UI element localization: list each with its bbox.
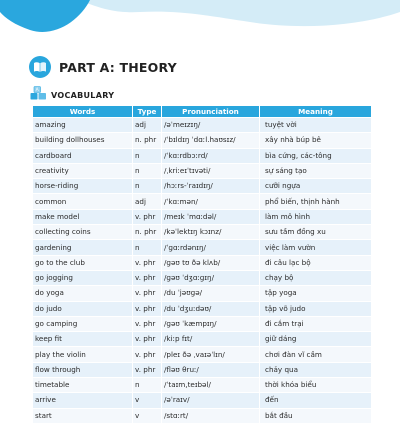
pronunciation-cell: /du ˈdʒuːdəʊ/ (162, 301, 260, 316)
meaning-cell: tập yoga (260, 286, 372, 301)
word-cell: horse-riding (33, 179, 133, 194)
type-cell: v. phr (133, 316, 162, 331)
word-cell: common (33, 194, 133, 209)
word-cell: creativity (33, 163, 133, 178)
pronunciation-cell: /ɡəʊ ˈkæmpɪŋ/ (162, 316, 260, 331)
header-type: Type (133, 106, 162, 118)
word-cell: gardening (33, 240, 133, 255)
vocabulary-title: VOCABULARY (51, 91, 115, 100)
meaning-cell: bắt đầu (260, 408, 372, 423)
pronunciation-cell: /hɔːrs-ˈraɪdɪŋ/ (162, 179, 260, 194)
meaning-cell: sự sáng tạo (260, 163, 372, 178)
word-cell: collecting coins (33, 225, 133, 240)
pronunciation-cell: /kəˈlektɪŋ kɔɪnz/ (162, 225, 260, 240)
word-cell: go camping (33, 316, 133, 331)
pronunciation-cell: /kiːp fɪt/ (162, 332, 260, 347)
meaning-cell: tuyệt vời (260, 118, 372, 133)
pronunciation-cell: /ɡəʊ ˈdʒɑːɡɪŋ/ (162, 270, 260, 285)
table-row (33, 347, 372, 362)
pronunciation-cell: /ˈbɪldɪŋ ˈdɑːl.haʊsɪz/ (162, 133, 260, 148)
pronunciation-cell: /du ˈjəʊɡə/ (162, 286, 260, 301)
type-cell: v. phr (133, 270, 162, 285)
pronunciation-cell: /ɡəʊ tʊ ðə klʌb/ (162, 255, 260, 270)
word-cell: start (33, 408, 133, 423)
type-cell: n (133, 179, 162, 194)
meaning-cell: xây nhà búp bê (260, 133, 372, 148)
table-row (33, 301, 372, 316)
word-cell: cardboard (33, 148, 133, 163)
table-row (33, 209, 372, 224)
table-row (33, 133, 372, 148)
word-cell: do yoga (33, 286, 133, 301)
pronunciation-cell: /fləʊ θruː/ (162, 362, 260, 377)
type-cell: n (133, 378, 162, 393)
table-row (33, 255, 372, 270)
meaning-cell: giữ dáng (260, 332, 372, 347)
word-cell: keep fit (33, 332, 133, 347)
table-row (33, 378, 372, 393)
vocabulary-table (32, 105, 372, 424)
pronunciation-cell: /stɑːrt/ (162, 408, 260, 423)
type-cell: v. phr (133, 286, 162, 301)
type-cell: n (133, 163, 162, 178)
header-meaning: Meaning (260, 106, 372, 118)
table-row (33, 270, 372, 285)
table-row (33, 362, 372, 377)
word-cell: building dollhouses (33, 133, 133, 148)
header-pronunciation: Pronunciation (162, 106, 260, 118)
table-row (33, 332, 372, 347)
word-cell: do judo (33, 301, 133, 316)
word-cell: play the violin (33, 347, 133, 362)
word-cell: timetable (33, 378, 133, 393)
meaning-cell: đến (260, 393, 372, 408)
pronunciation-cell: /ˈtaɪm,teɪbəl/ (162, 378, 260, 393)
meaning-cell: chạy bộ (260, 270, 372, 285)
part-heading (29, 56, 177, 78)
table-row (33, 240, 372, 255)
type-cell: v. phr (133, 209, 162, 224)
meaning-cell: chơi đàn vĩ cầm (260, 347, 372, 362)
word-cell: amazing (33, 118, 133, 133)
type-cell: v. phr (133, 362, 162, 377)
vocabulary-heading (30, 86, 114, 100)
meaning-cell: thời khóa biểu (260, 378, 372, 393)
meaning-cell: cưỡi ngựa (260, 179, 372, 194)
type-cell: v (133, 408, 162, 423)
pronunciation-cell: /ˈkɑːmən/ (162, 194, 260, 209)
meaning-cell: chảy qua (260, 362, 372, 377)
meaning-cell: đi cắm trại (260, 316, 372, 331)
type-cell: v. phr (133, 332, 162, 347)
meaning-cell: bìa cứng, các-tông (260, 148, 372, 163)
pronunciation-cell: /əˈmeɪzɪŋ/ (162, 118, 260, 133)
table-row (33, 225, 372, 240)
type-cell: v. phr (133, 255, 162, 270)
meaning-cell: làm mô hình (260, 209, 372, 224)
table-row (33, 408, 372, 423)
type-cell: v. phr (133, 347, 162, 362)
top-wave-decoration (0, 0, 400, 40)
table-row (33, 393, 372, 408)
header-words: Words (33, 106, 133, 118)
table-row (33, 148, 372, 163)
blocks-icon (30, 86, 47, 100)
book-icon (29, 56, 51, 78)
table-header-row (33, 106, 372, 118)
word-cell: make model (33, 209, 133, 224)
pronunciation-cell: /ˈkɑːrdbɔːrd/ (162, 148, 260, 163)
word-cell: flow through (33, 362, 133, 377)
type-cell: n. phr (133, 133, 162, 148)
type-cell: n. phr (133, 225, 162, 240)
type-cell: n (133, 148, 162, 163)
pronunciation-cell: /pleɪ ðə ˌvaɪəˈlɪn/ (162, 347, 260, 362)
table-row (33, 118, 372, 133)
part-title: PART A: THEORY (59, 59, 177, 75)
pronunciation-cell: /meɪk ˈmɑːdəl/ (162, 209, 260, 224)
word-cell: go jogging (33, 270, 133, 285)
pronunciation-cell: /ˌkriːeɪˈtɪvəti/ (162, 163, 260, 178)
pronunciation-cell: /ˈɡɑːrdənɪŋ/ (162, 240, 260, 255)
meaning-cell: phổ biến, thịnh hành (260, 194, 372, 209)
meaning-cell: đi câu lạc bộ (260, 255, 372, 270)
meaning-cell: việc làm vườn (260, 240, 372, 255)
table-row (33, 179, 372, 194)
meaning-cell: sưu tầm đồng xu (260, 225, 372, 240)
word-cell: go to the club (33, 255, 133, 270)
table-row (33, 286, 372, 301)
meaning-cell: tập võ judo (260, 301, 372, 316)
type-cell: n (133, 240, 162, 255)
table-row (33, 163, 372, 178)
pronunciation-cell: /əˈraɪv/ (162, 393, 260, 408)
type-cell: adj (133, 118, 162, 133)
svg-text:A: A (35, 88, 39, 94)
type-cell: v. phr (133, 301, 162, 316)
table-row (33, 316, 372, 331)
table-row (33, 194, 372, 209)
type-cell: v (133, 393, 162, 408)
word-cell: arrive (33, 393, 133, 408)
type-cell: adj (133, 194, 162, 209)
